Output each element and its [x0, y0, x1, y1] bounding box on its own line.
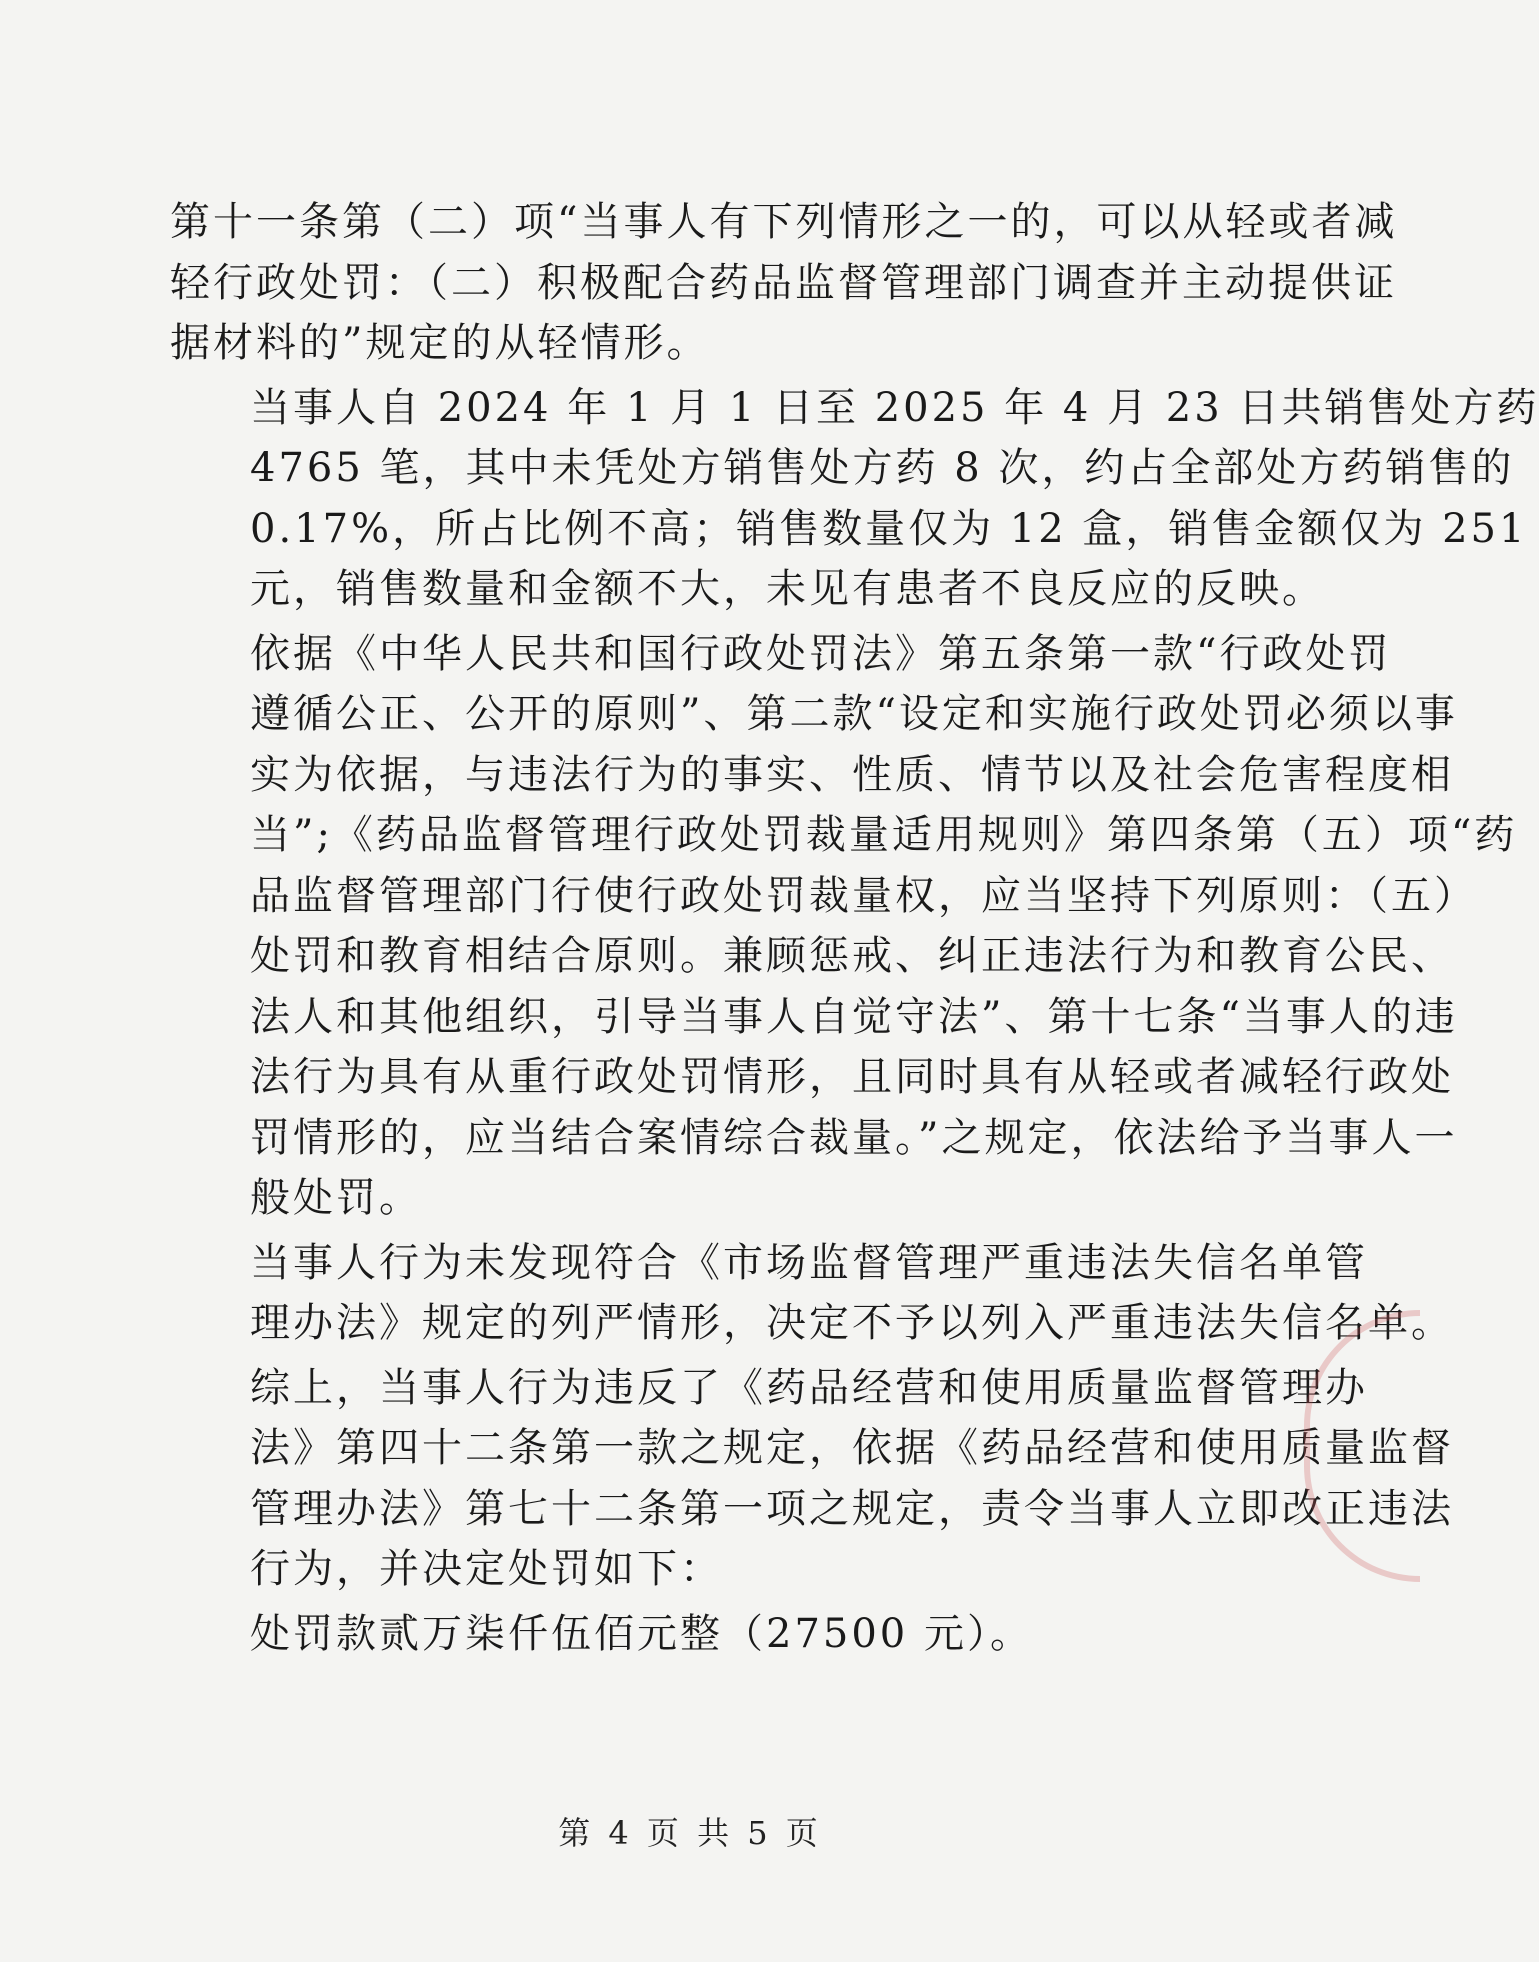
text-line: 当”;《药品监督管理行政处罚裁量适用规则》第四条第（五）项“药	[250, 812, 1518, 858]
text-line: 实为依据，与违法行为的事实、性质、情节以及社会危害程度相	[250, 751, 1454, 798]
document-body	[170, 192, 1539, 1668]
paragraph-1	[170, 192, 1398, 374]
text-line: 处罚和教育相结合原则。兼顾惩戒、纠正违法行为和教育公民、	[250, 933, 1454, 979]
text-line: 当事人行为未发现符合《市场监督管理严重违法失信名单管	[250, 1239, 1368, 1286]
text-line: 据材料的”规定的从轻情形。	[170, 320, 710, 366]
text-line: 轻行政处罚：（二）积极配合药品监督管理部门调查并主动提供证	[170, 259, 1397, 306]
text-line: 依据《中华人民共和国行政处罚法》第五条第一款“行政处罚	[250, 630, 1392, 677]
text-line: 罚情形的，应当结合案情综合裁量。”之规定，依法给予当事人一	[250, 1114, 1458, 1161]
paragraph-3	[170, 624, 1518, 1229]
text-line: 般处罚。	[250, 1175, 422, 1221]
text-line: 行为，并决定处罚如下：	[250, 1546, 723, 1592]
text-line: 理办法》规定的列严情形，决定不予以列入严重违法失信名单。	[250, 1300, 1454, 1346]
text-line: 第十一条第（二）项“当事人有下列情形之一的，可以从轻或者减	[170, 199, 1398, 245]
text-line: 综上，当事人行为违反了《药品经营和使用质量监督管理办	[250, 1364, 1368, 1411]
paragraph-4	[170, 1233, 1454, 1354]
seal-stamp-edge	[1304, 1310, 1420, 1582]
text-line: 处罚款贰万柒仟伍佰元整（27500 元）。	[250, 1610, 1033, 1657]
text-line: 法人和其他组织，引导当事人自觉守法”、第十七条“当事人的违	[250, 993, 1458, 1040]
text-line: 品监督管理部门行使行政处罚裁量权，应当坚持下列原则：（五）	[250, 872, 1477, 919]
text-line: 0.17%，所占比例不高；销售数量仅为 12 盒，销售金额仅为 251	[250, 505, 1528, 552]
text-line: 元，销售数量和金额不大，未见有患者不良反应的反映。	[250, 566, 1325, 612]
paragraph-2	[170, 378, 1539, 620]
text-line: 法行为具有从重行政处罚情形，且同时具有从轻或者减轻行政处	[250, 1054, 1454, 1100]
paragraph-5	[170, 1358, 1454, 1600]
text-line: 遵循公正、公开的原则”、第二款“设定和实施行政处罚必须以事	[250, 691, 1458, 737]
text-line: 当事人自 2024 年 1 月 1 日至 2025 年 4 月 23 日共销售处方药	[250, 384, 1539, 431]
page-number-footer: 第 4 页 共 5 页	[558, 1814, 822, 1852]
text-line: 法》第四十二条第一款之规定，依据《药品经营和使用质量监督	[250, 1425, 1454, 1471]
paragraph-6	[170, 1604, 1215, 1665]
text-line: 4765 笔，其中未凭处方销售处方药 8 次，约占全部处方药销售的	[250, 445, 1515, 491]
text-line: 管理办法》第七十二条第一项之规定，责令当事人立即改正违法	[250, 1485, 1454, 1532]
